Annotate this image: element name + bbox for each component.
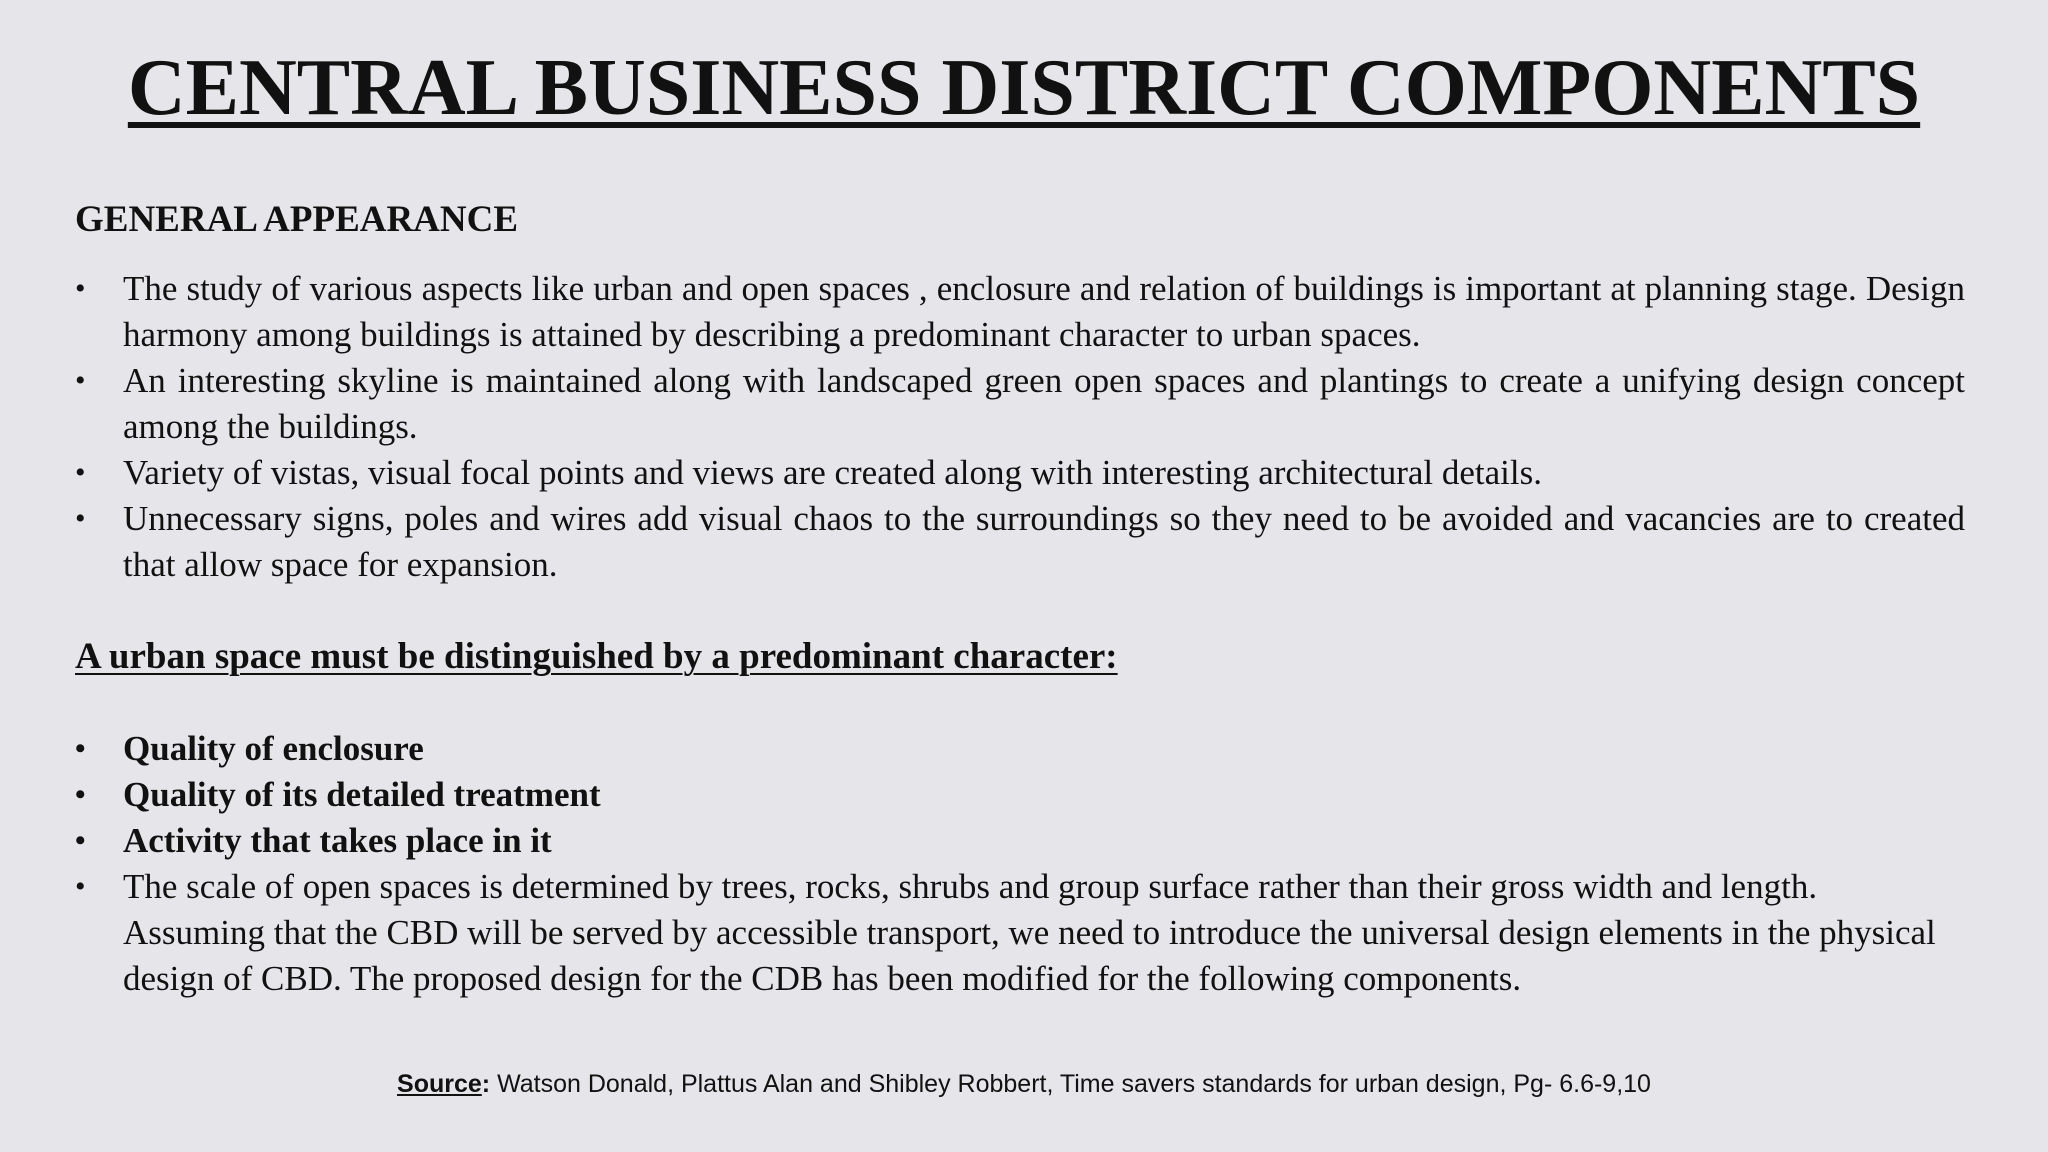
list-item [75, 864, 1943, 1002]
source-text: Watson Donald, Plattus Alan and Shibley Robbert, Time savers standards for urban design, Pg- 6.6-9,10 [490, 1070, 1651, 1098]
list-item [75, 450, 1965, 496]
list-item-text: Unnecessary signs, poles and wires add visual chaos to the surroundings so they need to be avoided and vacancies are to created that allow space for expansion. [123, 499, 1965, 584]
section-heading-urban-space: A urban space must be distinguished by a predominant character: [75, 636, 1118, 677]
source-citation [0, 1068, 2048, 1100]
bullet-icon: • [75, 364, 86, 397]
list-item-text: The study of various aspects like urban and open spaces , enclosure and relation of buildings is important at planning stage. Design harmony among buildings is attained by describing a predominant character to urban spaces. [123, 269, 1965, 354]
list-item-text: The scale of open spaces is determined by trees, rocks, shrubs and group surface rather than their gross width and length. Assuming that the CBD will be served by accessible transport, we need to introduce the universal design elements in the physical design of CBD. The proposed design for the CDB has been modified for the following components. [123, 867, 1936, 998]
section-heading-general-appearance: GENERAL APPEARANCE [75, 199, 519, 240]
list-item [75, 818, 1965, 864]
list-item-text: Quality of enclosure [123, 729, 424, 768]
bullet-icon: • [75, 272, 86, 305]
slide-title: CENTRAL BUSINESS DISTRICT COMPONENTS [127, 44, 1921, 132]
bullet-icon: • [75, 732, 86, 765]
list-item [75, 496, 1965, 588]
list-item-text: Variety of vistas, visual focal points and views are created along with interesting architectural details. [123, 453, 1542, 492]
list-item-text: An interesting skyline is maintained along with landscaped green open spaces and plantings to create a unifying design concept among the buildings. [123, 361, 1965, 446]
list-item [75, 726, 1965, 772]
general-appearance-list [75, 266, 1965, 588]
bullet-icon: • [75, 824, 86, 857]
list-item [75, 772, 1965, 818]
list-item-text: Quality of its detailed treatment [123, 775, 601, 814]
list-item [75, 358, 1965, 450]
bullet-icon: • [75, 870, 86, 903]
bullet-icon: • [75, 778, 86, 811]
urban-space-list [75, 726, 1965, 1002]
list-item [75, 266, 1965, 358]
source-label: Source [397, 1070, 482, 1098]
source-colon: : [481, 1070, 491, 1098]
bullet-icon: • [75, 502, 86, 535]
list-item-text: Activity that takes place in it [123, 821, 552, 860]
bullet-icon: • [75, 456, 86, 489]
